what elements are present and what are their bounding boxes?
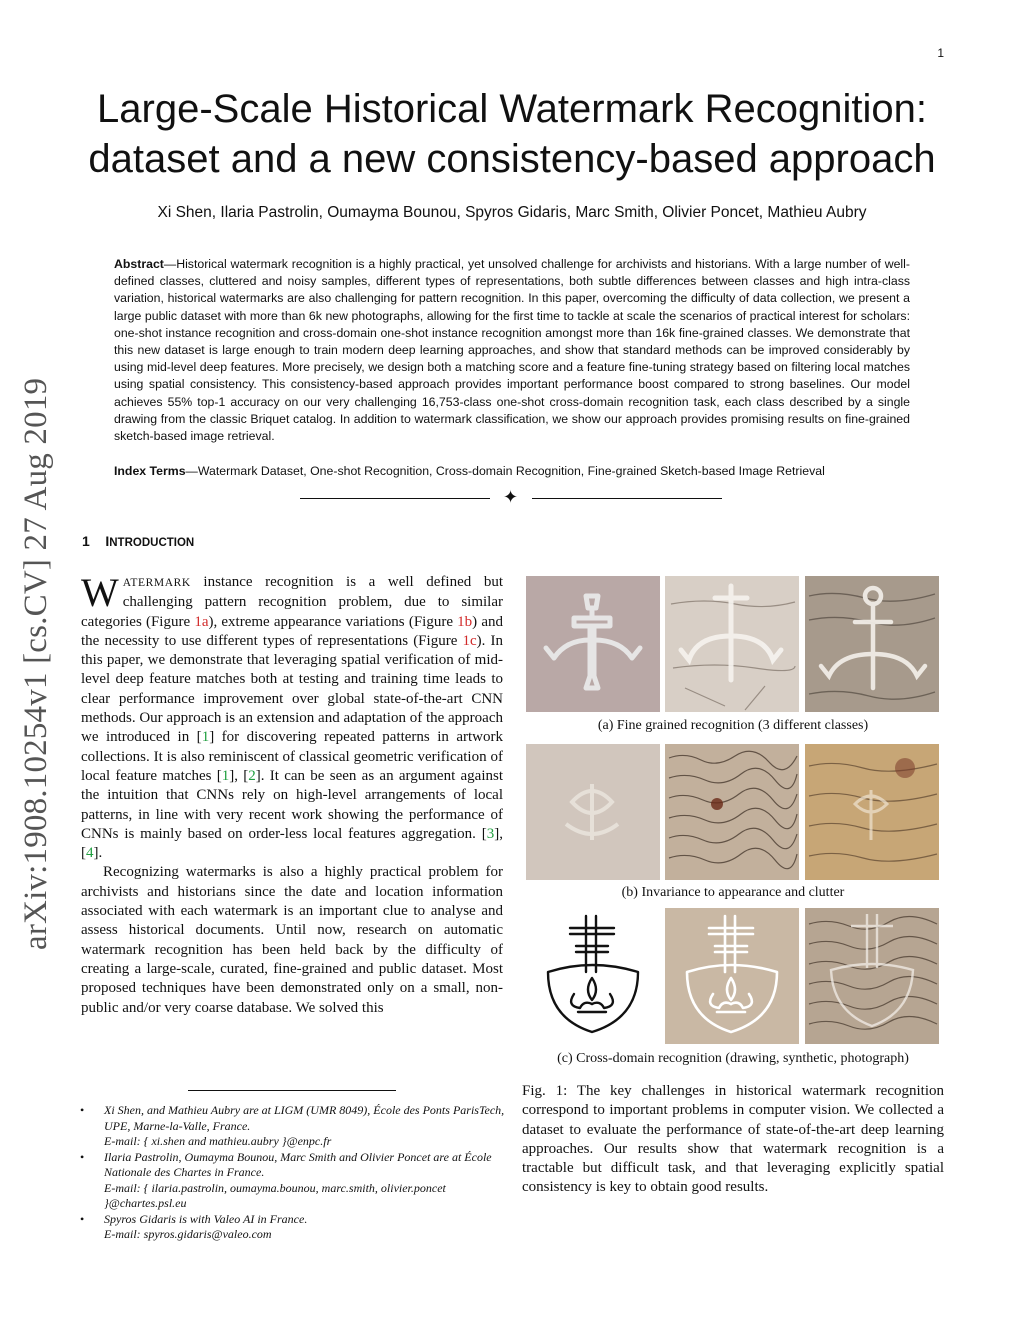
figure-ref-1c[interactable]: 1c	[462, 632, 477, 649]
bullet: •	[80, 1149, 85, 1164]
paper-title	[60, 84, 964, 184]
section-number: 1	[82, 533, 90, 549]
watermark-photograph	[805, 908, 939, 1044]
intro-text-run: ] for discovering repeated patterns in artwork collections. It is also reminiscent of classical geometric verification of local feature matches [	[81, 729, 503, 784]
footnote-affiliation: Xi Shen, and Mathieu Aubry are at LIGM (UMR 8049), École des Ponts ParisTech, UPE, Marne-la-Valle, France.	[104, 1103, 505, 1133]
footnote-item	[80, 1150, 505, 1212]
watermark-photo-cluttered-2	[805, 744, 939, 880]
intro-text-run: ].	[93, 845, 103, 862]
intro-text-run: ], [	[81, 825, 503, 862]
watermark-drawing	[526, 908, 660, 1044]
intro-text	[81, 570, 503, 1018]
watermark-synthetic	[665, 908, 799, 1044]
page-number: 1	[937, 46, 944, 60]
title-line-1: Large-Scale Historical Watermark Recognition:	[97, 87, 927, 131]
arxiv-stamp: arXiv:1908.10254v1 [cs.CV] 27 Aug 2019	[18, 377, 54, 950]
section-initial: I	[105, 533, 110, 549]
separator-star-icon: ✦	[503, 487, 519, 507]
title-line-2: dataset and a new consistency-based approach	[88, 137, 936, 181]
intro-paragraph-1	[81, 570, 503, 863]
index-terms-label: Index Terms	[114, 464, 186, 478]
index-terms	[114, 464, 914, 478]
bullet: •	[80, 1211, 85, 1226]
abstract-text: —Historical watermark recognition is a highly practical, yet unsolved challenge for archivists and historians. With a large number of well-defined classes, cluttered and noisy samples, different types of representations, both subtle differences between classes and high intra-class variation, historical watermarks are also challenging for pattern recognition. In this paper, overcoming the difficulty of data collection, we present a large public dataset with more than 6k new photographs, allowing for the first time to tackle at scale the scenarios of practical interest for scholars: one-shot instance recognition and cross-domain one-shot instance recognition amongst more than 16k fine-grained classes. We demonstrate that this new dataset is large enough to train modern deep learning approaches, and show that standard methods can be improved considerably by using mid-level deep features. More precisely, we design both a matching score and a feature fine-tuning strategy based on filtering local matches using spatial consistency. This consistency-based approach provides important performance boost compared to strong baselines. Our model achieves 55% top-1 accuracy on our very challenging 16,753-class one-shot cross-domain recognition task, each class described by a single drawing from the classic Briquet catalog. In addition to watermark classification, we show our approach provides promising results on fine-grained sketch-based image retrieval.	[114, 257, 910, 444]
section-separator	[300, 487, 724, 508]
separator-line-right	[532, 498, 722, 499]
intro-text-run: ) and the necessity to use different types of representations (Figure	[81, 613, 503, 649]
separator-line-left	[300, 498, 490, 499]
footnote-affiliation: Ilaria Pastrolin, Oumayma Bounou, Marc Smith and Olivier Poncet are at École Nationale des Chartes in France.	[104, 1149, 492, 1179]
intro-text-run: ]. It can be seen as an argument against the intuition that CNNs rely on high-level arrangements of local patterns, in line with very recent work showing the performance of CNNs is mainly based on order-less local features aggregation. [	[81, 767, 503, 842]
footnote-item	[80, 1103, 505, 1150]
intro-smallcaps: ATERMARK	[122, 577, 191, 589]
bullet: •	[80, 1103, 85, 1117]
footnote-email: E-mail: { ilaria.pastrolin, oumayma.bounou, marc.smith, olivier.poncet }@chartes.psl.eu	[104, 1180, 446, 1210]
citation-4[interactable]: 4	[86, 845, 94, 862]
intro-text-run: ), extreme appearance variations (Figure	[208, 613, 458, 630]
drop-cap: W	[81, 570, 119, 615]
footnote-affiliation: Spyros Gidaris is with Valeo AI in France.	[104, 1211, 308, 1226]
subcaption-b: (b) Invariance to appearance and clutter	[621, 885, 845, 900]
figure-ref-1a[interactable]: 1a	[194, 613, 209, 630]
watermark-photo-anchor-1	[526, 576, 660, 712]
watermark-photo-faint	[526, 744, 660, 880]
author-list: Xi Shen, Ilaria Pastrolin, Oumayma Bounou, Spyros Gidaris, Marc Smith, Olivier Poncet, Mathieu Aubry	[157, 204, 867, 221]
abstract	[114, 256, 910, 445]
intro-text-run: instance recognition is a well defined but challenging pattern recognition problem, due to similar categories (Figure	[81, 574, 503, 630]
subcaption-a: (a) Fine grained recognition (3 different classes)	[597, 718, 869, 733]
footnote-item	[80, 1212, 505, 1243]
figure-ref-1b[interactable]: 1b	[457, 613, 473, 630]
footnotes	[80, 1103, 505, 1243]
intro-paragraph-2: Recognizing watermarks is also a highly practical problem for archivists and historians since the date and location information associated with each watermark is an important clue to analyse and assess historical documents. Until now, research on automatic watermark recognition has been held back by the difficulty of creating a large-scale, curated, fine-grained and public dataset. Most proposed techniques have been demonstrated only on a small, non-public and/or very coarse database. We solved this	[81, 864, 503, 1016]
citation-1[interactable]: 1	[221, 767, 230, 784]
intro-text-run: ], [	[229, 767, 249, 784]
watermark-photo-anchor-3	[805, 576, 939, 712]
intro-text-run: ). In this paper, we demonstrate that leveraging spatial verification of mid-level deep feature matches both at testing and training time leads to clear performance improvement over global state-of-the-art CNN methods. Our approach is an extension and adaptation of the approach we introduced in [	[81, 632, 503, 746]
index-terms-text: —Watermark Dataset, One-shot Recognition, Cross-domain Recognition, Fine-grained Sketch-based Image Retrieval	[185, 464, 825, 478]
section-heading-introduction	[82, 533, 194, 549]
footnote-email: E-mail: spyros.gidaris@valeo.com	[104, 1227, 272, 1241]
footnote-rule	[188, 1090, 396, 1091]
abstract-label: Abstract	[114, 257, 164, 271]
citation-3[interactable]: 3	[486, 825, 495, 842]
citation-2[interactable]: 2	[248, 767, 256, 784]
footnote-email: E-mail: { xi.shen and mathieu.aubry }@enpc.fr	[104, 1134, 332, 1148]
watermark-photo-cluttered-1	[665, 744, 799, 880]
watermark-photo-anchor-2	[665, 576, 799, 712]
subcaption-c: (c) Cross-domain recognition (drawing, synthetic, photograph)	[557, 1051, 909, 1066]
section-title-rest: NTRODUCTION	[109, 537, 195, 549]
figure-caption: Fig. 1: The key challenges in historical watermark recognition correspond to important problems in computer vision. We collected a dataset to evaluate the performance of state-of-the-art deep learning approaches. Our results show that watermark recognition is a tractable but difficult task, and that leveraging explicitly spatial consistency is key to obtain good results.	[522, 1083, 944, 1196]
citation-1[interactable]: 1	[201, 729, 210, 746]
